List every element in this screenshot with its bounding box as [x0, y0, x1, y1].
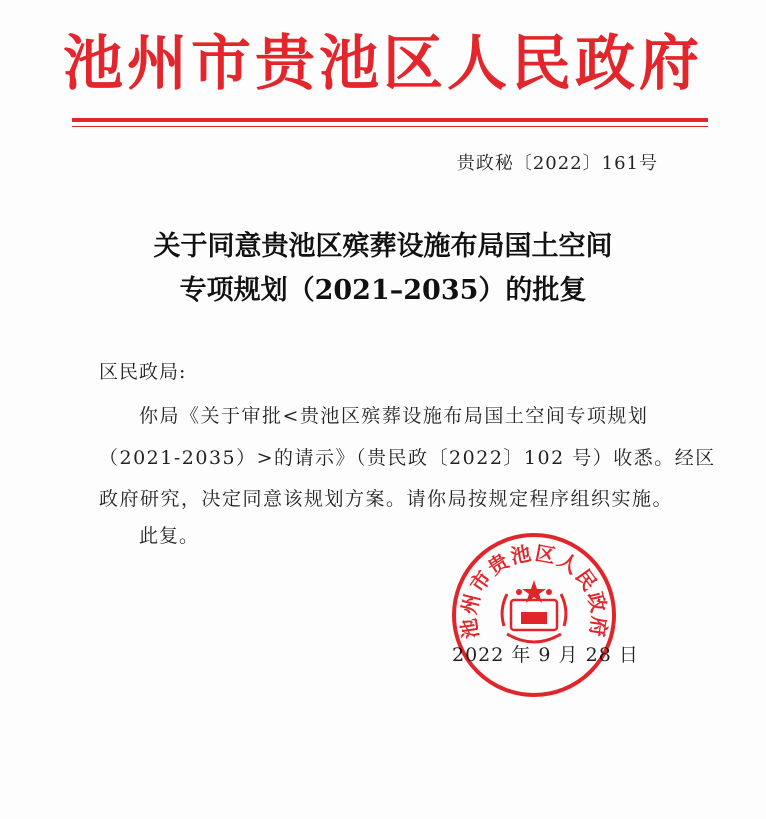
closing-remark: 此复。 [139, 525, 200, 547]
official-seal [449, 530, 619, 700]
document-title-line-1: 关于同意贵池区殡葬设施布局国土空间 [153, 231, 613, 262]
document-number: 贵政秘〔2022〕161号 [456, 153, 658, 174]
masthead-red-rule-thin [72, 126, 708, 127]
document-title-line-2: 专项规划（2021–2035）的批复 [179, 275, 587, 306]
salutation: 区民政局: [99, 361, 187, 383]
national-emblem-icon [502, 580, 566, 642]
body-paragraph-line-3: 政府研究，决定同意该规划方案。请你局按规定程序组织实施。 [99, 488, 674, 510]
body-paragraph-line-1: 你局《关于审批<贵池区殡葬设施布局国土空间专项规划 [139, 405, 649, 427]
body-paragraph-line-2: （2021-2035）>的请示》（贵民政〔2022〕102 号）收悉。经区 [99, 447, 716, 469]
masthead-red-rule [72, 118, 708, 122]
seal-text: 池州市贵池区人民政府 [456, 540, 612, 641]
issue-date: 2022 年 9 月 28 日 [452, 644, 639, 666]
document-masthead: 池州市贵池区人民政府 [63, 29, 703, 99]
